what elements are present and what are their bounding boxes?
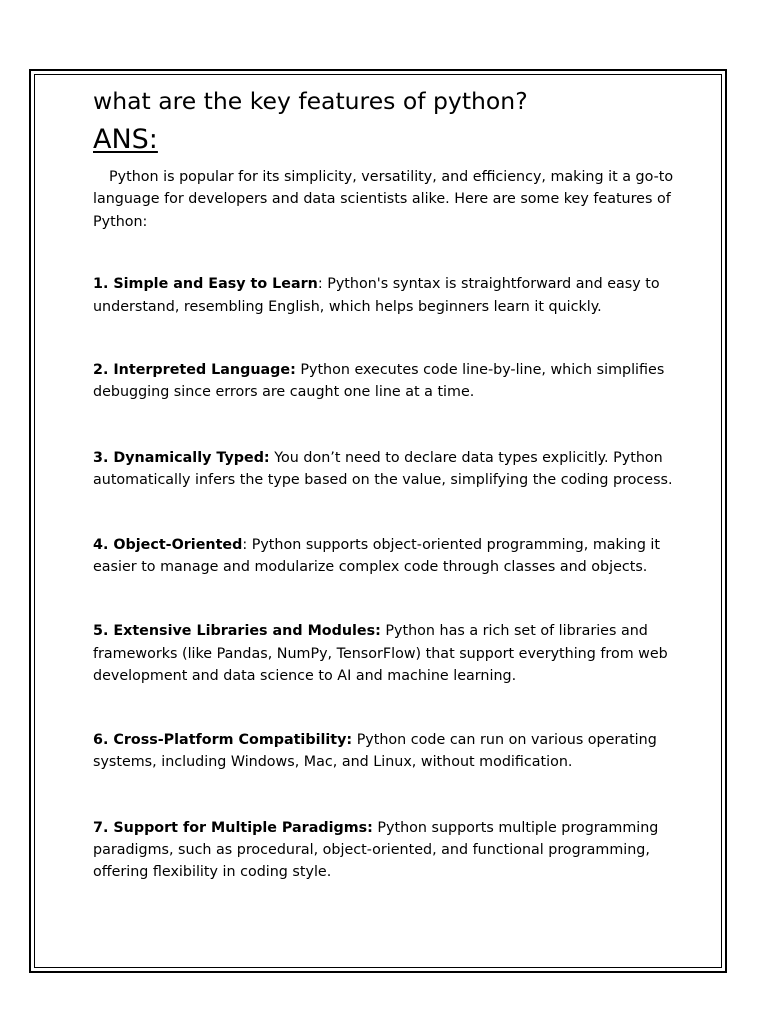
feature-term: 7. Support for Multiple Paradigms: [93, 819, 373, 836]
feature-item-7 [93, 817, 683, 884]
feature-term: 6. Cross-Platform Compatibility: [93, 731, 353, 748]
feature-term: 1. Simple and Easy to Learn [93, 276, 318, 293]
document-content [93, 86, 683, 884]
feature-term: 5. Extensive Libraries and Modules: [93, 623, 381, 640]
feature-text: You don’t need to declare data types explicitly. Python automatically infers the type based on the value, simplifying the coding process. [93, 449, 673, 489]
feature-text: Python's syntax is straightforward and easy to understand, resembling English, which helps beginners learn it quickly. [93, 276, 660, 315]
intro-paragraph: Python is popular for its simplicity, versatility, and efficiency, making it a go-to language for developers and data scientists alike. Here are some key features of Python: [93, 169, 674, 230]
feature-separator: : [317, 276, 328, 293]
feature-item-2 [93, 359, 683, 404]
feature-term: 4. Object-Oriented [93, 536, 243, 553]
feature-text: Python supports multiple programming paradigms, such as procedural, object-oriented, and functional programming, offering flexibility in coding style. [93, 819, 659, 881]
feature-item-3 [93, 447, 683, 492]
feature-item-4 [93, 534, 683, 579]
feature-item-5 [93, 620, 683, 687]
feature-term: 2. Interpreted Language: [93, 362, 296, 379]
feature-item-1 [93, 273, 683, 318]
feature-text: Python executes code line-by-line, which simplifies debugging since errors are caught one line at a time. [93, 362, 665, 401]
feature-text: Python code can run on various operating systems, including Windows, Mac, and Linux, without modification. [93, 731, 657, 771]
feature-item-6 [93, 729, 683, 774]
feature-separator: : [242, 536, 252, 553]
feature-text: Python supports object-oriented programming, making it easier to manage and modularize complex code through classes and objects. [93, 536, 661, 576]
feature-text: Python has a rich set of libraries and frameworks (like Pandas, NumPy, TensorFlow) that support everything from web development and data science to AI and machine learning. [93, 623, 668, 685]
feature-term: 3. Dynamically Typed: [93, 449, 270, 466]
answer-label: ANS: [93, 124, 158, 155]
document-title: what are the key features of python? [93, 87, 528, 115]
